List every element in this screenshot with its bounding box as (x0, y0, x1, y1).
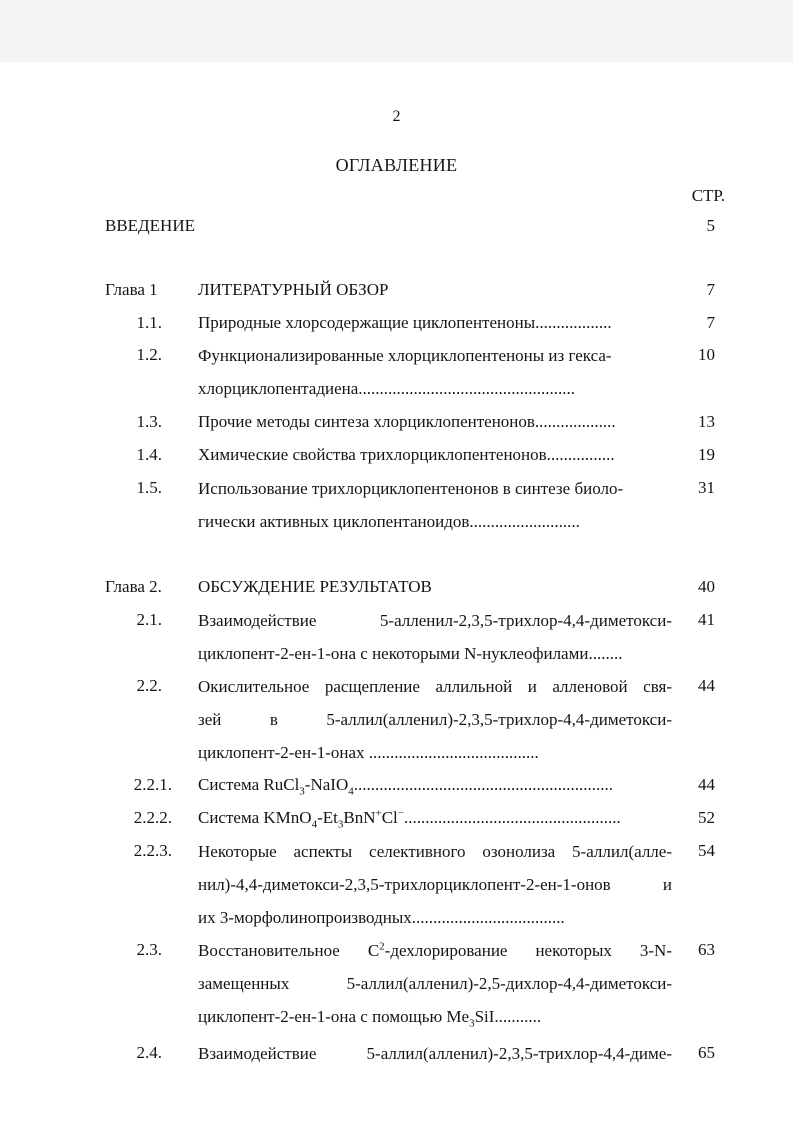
section-title-line: циклопент-2-ен-1-онах ........................................ (198, 743, 539, 762)
section-number: 2.3. (136, 940, 162, 959)
section-page: 44 (698, 775, 715, 794)
section-page: 65 (698, 1043, 715, 1062)
section-number: 2.2. (136, 676, 162, 695)
section-title-line: нил)-4,4-диметокси-2,3,5-трихлорциклопент-2-ен-1-онов и (198, 875, 672, 894)
section-title-line: Использование трихлорциклопентенонов в синтезе биоло- (198, 479, 624, 498)
intro-page: 5 (706, 216, 715, 235)
chapter-1-page: 7 (706, 280, 715, 299)
section-title-line: гически активных циклопентаноидов.......................... (198, 512, 580, 531)
chapter-2-label: Глава 2. (105, 577, 162, 596)
section-page: 41 (698, 610, 715, 629)
section-title-line: Прочие методы синтеза хлорциклопентенонов................... (198, 412, 616, 431)
section-title-line: Некоторые аспекты селективного озонолиза 5-аллил(алле- (198, 842, 672, 861)
section-number: 1.2. (136, 345, 162, 364)
chapter-2-page: 40 (698, 577, 715, 596)
toc-title: ОГЛАВЛЕНИЕ (335, 155, 458, 175)
section-number: 1.4. (136, 445, 162, 464)
section-page: 19 (698, 445, 715, 464)
section-number: 2.4. (136, 1043, 162, 1062)
section-page: 54 (698, 841, 715, 860)
intro-title: ВВЕДЕНИЕ (105, 216, 195, 235)
chapter-1-title: ЛИТЕРАТУРНЫЙ ОБЗОР (198, 280, 389, 299)
section-title-line: Система $KMnO_4-Et_3BnN^+Cl^-$................................................... (198, 807, 621, 831)
section-title-line: циклопент-2-ен-1-она с некоторыми N-нуклеофилами........ (198, 644, 623, 663)
section-title-line: Химические свойства трихлорциклопентенонов................ (198, 445, 615, 464)
section-page: 44 (698, 676, 715, 695)
section-page: 13 (698, 412, 715, 431)
page-column-label: СТР. (691, 186, 725, 205)
section-number: 1.3. (136, 412, 162, 431)
section-page: 10 (698, 345, 715, 364)
section-page: 63 (698, 940, 715, 959)
section-title-line: Восстановительное $C^2$-дехлорирование некоторых 3-N- (198, 940, 672, 960)
page-edge (0, 0, 793, 62)
section-title-line: Функционализированные хлорциклопентеноны из гекса- (198, 346, 612, 365)
chapter-1-label: Глава 1 (105, 280, 158, 299)
section-title-line: их 3-морфолинопроизводных.................................... (198, 908, 565, 927)
section-page: 52 (698, 808, 715, 827)
section-title-line: зей в 5-аллил(алленил)-2,3,5-трихлор-4,4-диметокси- (198, 710, 672, 729)
page-number: 2 (392, 108, 401, 125)
section-number: 2.2.1. (133, 775, 172, 794)
section-number: 1.1. (136, 313, 162, 332)
section-number: 2.2.3. (133, 841, 172, 860)
section-title-line: Окислительное расщепление аллильной и алленовой свя- (198, 677, 672, 696)
section-number: 1.5. (136, 478, 162, 497)
chapter-2-title: ОБСУЖДЕНИЕ РЕЗУЛЬТАТОВ (198, 577, 432, 596)
section-page: 7 (706, 313, 715, 332)
section-title-line: Взаимодействие 5-аллил(алленил)-2,3,5-трихлор-4,4-диме- (198, 1044, 672, 1063)
section-number: 2.1. (136, 610, 162, 629)
section-title-line: хлорциклопентадиена................................................... (198, 379, 576, 398)
section-title-line: Взаимодействие 5-алленил-2,3,5-трихлор-4,4-диметокси- (198, 611, 672, 630)
section-title-line: циклопент-2-ен-1-она с помощью $Me_3SiI$........... (198, 1007, 542, 1030)
section-page: 31 (698, 478, 715, 497)
section-title-line: замещенных 5-аллил(алленил)-2,5-дихлор-4,4-диметокси- (198, 974, 672, 993)
section-title-line: Система RuCl$_3$-NaIO$_4$............................................................. (198, 775, 613, 798)
section-title-line: Природные хлорсодержащие циклопентеноны.................. (198, 313, 612, 332)
section-number: 2.2.2. (133, 808, 172, 827)
